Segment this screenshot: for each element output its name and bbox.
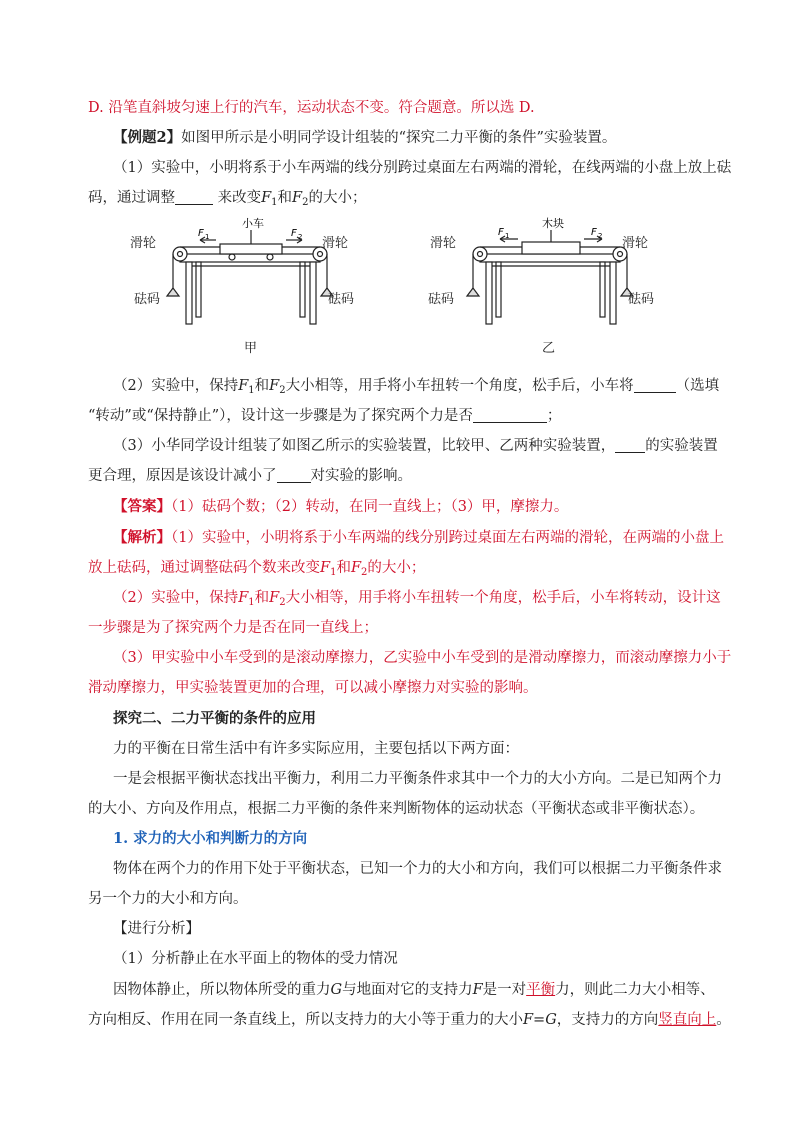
figure-jia-apparatus <box>160 212 350 332</box>
p6-text: 因物体静止，所以物体所受的重力 <box>113 982 331 998</box>
jia-weight-left-label: 砝码 <box>134 292 161 307</box>
jia-pulley-left-label: 滑轮 <box>130 236 157 251</box>
q1-text: 和 <box>277 190 293 206</box>
analysis-text: 大小相等，用手将小车扭转一个角度，松手后，小车将转动，设计这 <box>285 590 721 606</box>
analysis-text: 的大小； <box>367 560 426 576</box>
subscript: 1 <box>248 597 255 608</box>
question-3-line-b <box>88 466 412 486</box>
q1-text: 来改变 <box>213 190 262 206</box>
f1-subscript: 1 <box>505 232 510 240</box>
question-1-line-a: （1）实验中，小明将系于小车两端的线分别跨过桌面左右两端的滑轮，在线两端的小盘上放上砝 <box>113 160 732 176</box>
q3-text: 对实验的影响。 <box>310 468 412 484</box>
answer-d-line: D. 沿笔直斜坡匀速上行的汽车，运动状态不变。符合题意。所以选 D. <box>88 100 535 116</box>
f2-label: F <box>291 228 297 239</box>
subscript: 2 <box>302 197 309 208</box>
subscript: 2 <box>279 385 286 396</box>
paragraph-3a: 物体在两个力的作用下处于平衡状态，已知一个力的大小和方向，我们可以根据二力平衡条件求 <box>113 861 722 877</box>
yi-pulley-right-label: 滑轮 <box>622 236 649 251</box>
analysis-text: 和 <box>254 590 270 606</box>
analysis-text: 放上砝码，通过调整砝码个数来改变 <box>88 560 320 576</box>
analysis-line-1b <box>88 558 425 578</box>
symbol-f: F <box>292 190 303 206</box>
symbol-f: F <box>238 378 249 394</box>
filled-answer: 竖直向上 <box>658 1012 717 1028</box>
yi-weight-right-label: 砝码 <box>628 292 655 307</box>
q3-text: （3）小华同学设计组装了如图乙所示的实验装置，比较甲、乙两种实验装置， <box>113 438 616 454</box>
q3-text: 的实验装置 <box>645 438 718 454</box>
answer-blank <box>615 438 645 453</box>
example-2-tag: 【例题2】 <box>113 129 182 146</box>
q2-text: 大小相等，用手将小车扭转一个角度，松手后，小车将 <box>285 378 634 394</box>
question-2-line-b <box>88 406 561 426</box>
q2-text: 和 <box>254 378 270 394</box>
yi-weight-left-label: 砝码 <box>428 292 455 307</box>
symbol-f: F <box>269 590 280 606</box>
subheading-1: 1. 求力的大小和判断力的方向 <box>113 830 308 847</box>
answer-blank <box>473 408 547 423</box>
paragraph-4: 【进行分析】 <box>113 921 200 937</box>
subscript: 1 <box>330 567 337 578</box>
paragraph-2b: 的大小、方向及作用点，根据二力平衡的条件来判断物体的运动状态（平衡状态或非平衡状态）。 <box>88 801 705 817</box>
q2-text: ； <box>546 408 562 424</box>
p6-text: 力，则此二力大小相等、 <box>555 982 715 998</box>
f2-label: F <box>591 227 597 238</box>
figure-yi-caption: 乙 <box>542 341 556 356</box>
q1-text: 码，通过调整 <box>88 190 175 206</box>
answer-tag: 【答案】 <box>113 498 171 515</box>
p6-text: 。 <box>716 1012 731 1028</box>
analysis-text: （1）实验中，小明将系于小车两端的线分别跨过桌面左右两端的滑轮，在两端的小盘上 <box>171 530 724 546</box>
f2-subscript: 2 <box>598 232 603 240</box>
p6-text: 方向相反、作用在同一条直线上，所以支持力的大小等于重力的大小 <box>88 1012 523 1028</box>
q2-text: （选填 <box>675 378 720 394</box>
q1-text: 的大小； <box>308 190 367 206</box>
symbol-f: F <box>238 590 249 606</box>
example-2-text: 如图甲所示是小明同学设计组装的“探究二力平衡的条件”实验装置。 <box>181 130 617 146</box>
subscript: 1 <box>248 385 255 396</box>
subscript: 1 <box>271 197 278 208</box>
paragraph-2a: 一是会根据平衡状态找出平衡力，利用二力平衡条件求其中一个力的大小方向。二是已知两个力 <box>113 771 722 787</box>
question-3-line-a <box>113 436 718 456</box>
subscript: 2 <box>279 597 286 608</box>
filled-answer: 平衡 <box>526 982 556 998</box>
paragraph-3b: 另一个力的大小和方向。 <box>88 891 248 907</box>
symbol-f: F <box>350 560 361 576</box>
f1-label: F <box>198 228 204 239</box>
answer-blank <box>277 468 311 483</box>
analysis-text: 和 <box>336 560 351 576</box>
answer-blank <box>175 190 213 205</box>
f1-subscript: 1 <box>205 233 210 241</box>
block-label: 木块 <box>542 217 564 230</box>
p6-text: 是一对 <box>482 982 527 998</box>
paragraph-1: 力的平衡在日常生活中有许多实际应用，主要包括以下两方面： <box>113 741 519 757</box>
figure-yi-apparatus <box>460 212 650 332</box>
analysis-line-2a <box>113 588 721 608</box>
q2-text: “转动”或“保持静止”），设计这一步骤是为了探究两个力是否 <box>88 408 473 424</box>
section-2-heading: 探究二、二力平衡的条件的应用 <box>113 710 316 727</box>
paragraph-6b <box>88 1010 731 1030</box>
analysis-line-3b: 滑动摩擦力，甲实验装置更加的合理，可以减小摩擦力对实验的影响。 <box>88 680 538 696</box>
analysis-line-1a <box>113 528 724 548</box>
answer-text: （1）砝码个数；（2）转动，在同一直线上；（3）甲，摩擦力。 <box>171 499 569 515</box>
symbol-g: G <box>330 982 343 998</box>
analysis-line-2b: 一步骤是为了探究两个力是否在同一直线上； <box>88 620 378 636</box>
f2-subscript: 2 <box>298 233 303 241</box>
answer-blank <box>634 378 676 393</box>
analysis-line-3a: （3）甲实验中小车受到的是滚动摩擦力，乙实验中小车受到的是滑动摩擦力，而滚动摩擦力小于 <box>113 650 732 666</box>
cart-label: 小车 <box>242 217 264 230</box>
symbol-f: F <box>269 378 280 394</box>
symbol-f: F <box>320 560 331 576</box>
figure-jia-caption: 甲 <box>244 341 258 356</box>
symbol-f: F <box>261 190 272 206</box>
q2-text: （2）实验中，保持 <box>113 378 239 394</box>
example-2-line <box>113 128 616 148</box>
jia-weight-right-label: 砝码 <box>328 292 355 307</box>
p6-text: ，支持力的方向 <box>556 1012 659 1028</box>
yi-pulley-left-label: 滑轮 <box>430 236 457 251</box>
subscript: 2 <box>361 567 368 578</box>
equation-f-eq-g: F=G <box>523 1012 557 1028</box>
question-2-line-a <box>113 376 719 396</box>
analysis-text: （2）实验中，保持 <box>113 590 239 606</box>
analysis-tag: 【解析】 <box>113 529 171 546</box>
paragraph-6a <box>113 980 715 1000</box>
symbol-f: F <box>472 982 483 998</box>
p6-text: 与地面对它的支持力 <box>342 982 473 998</box>
answer-line <box>113 497 568 517</box>
q3-text: 更合理，原因是该设计减小了 <box>88 468 277 484</box>
paragraph-5: （1）分析静止在水平面上的物体的受力情况 <box>113 951 398 967</box>
f1-label: F <box>498 227 504 238</box>
question-1-line-b <box>88 188 366 208</box>
jia-pulley-right-label: 滑轮 <box>322 236 349 251</box>
